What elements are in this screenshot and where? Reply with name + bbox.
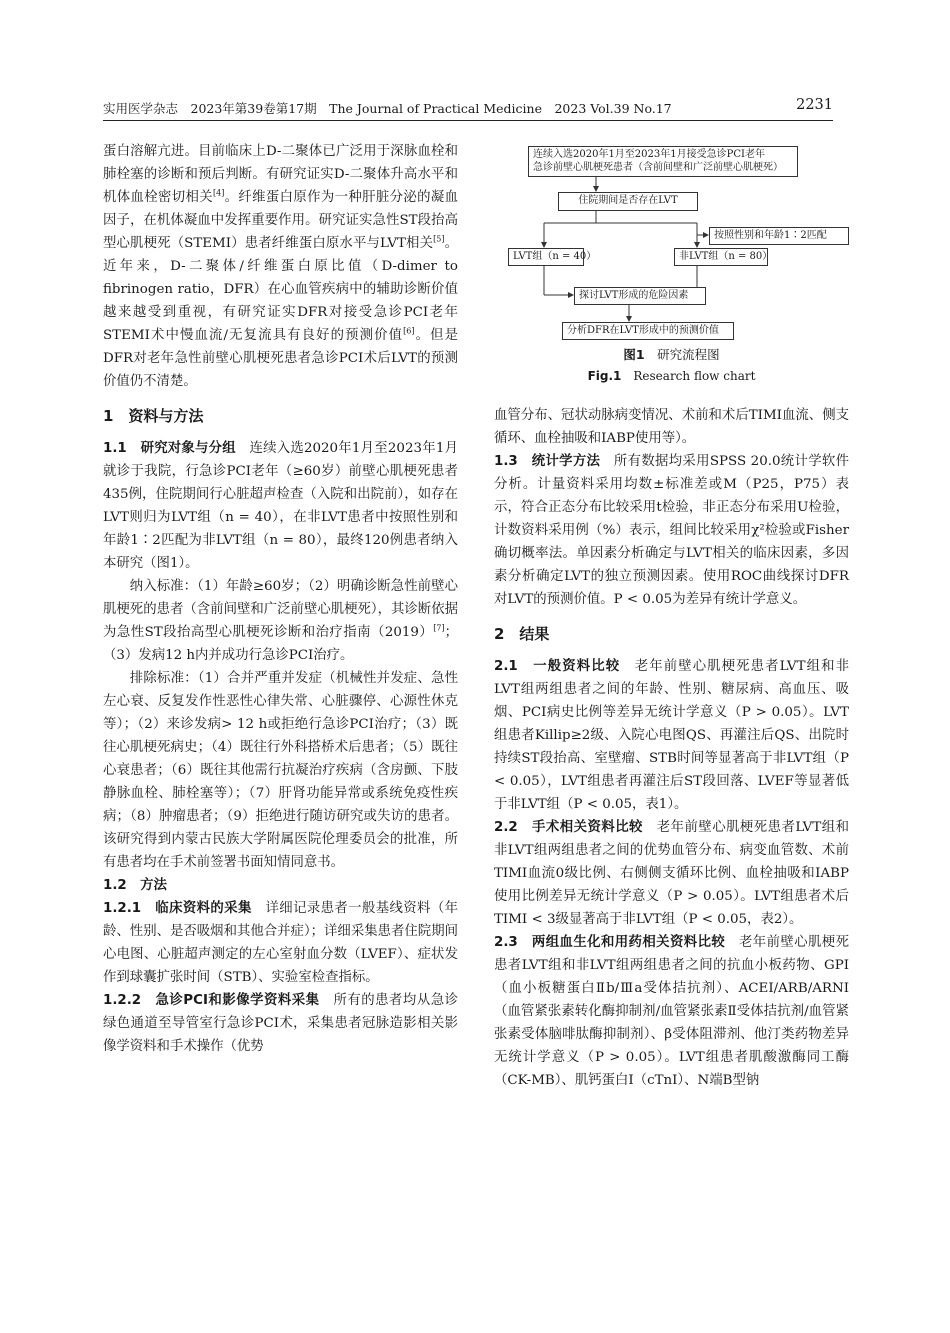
section-2-3-heading: 2.3 两组血生化和用药相关资料比较 (494, 935, 726, 950)
section-2-title: 2 结果 (494, 625, 550, 643)
section-1-2-2: 1.2.2 急诊PCI和影像学资料采集 所有的患者均从急诊绿色通道至导管室行急诊PCI术，采集患者冠脉造影相关影像学资料和手术操作（优势 (103, 993, 459, 1054)
journal-header: 实用医学杂志 2023年第39卷第17期 The Journal of Practical Medicine 2023 Vol.39 No.17 (103, 101, 672, 116)
section-1-1: 1.1 研究对象与分组 连续入选2020年1月至2023年1月就诊于我院，行急诊PCI老年（≥60岁）前壁心肌梗死患者435例，住院期间行心脏超声检查（入院和出院前），如存在LVT则归为LVT组（n = 40），在非LVT患者中按照性别和年龄1∶2匹配为非LVT组（n = 80），最终120例患者纳入本研究（图1）。 (103, 441, 458, 571)
right-column (494, 404, 849, 1092)
flow-box-non-lvt-group: 非LVT组（n = 80） (674, 248, 768, 266)
figure-caption-en: Fig.1 Research flow chart (587, 369, 756, 383)
section-1-2-2-heading: 1.2.2 急诊PCI和影像学资料采集 (103, 993, 320, 1008)
section-1-2-heading: 1.2 方法 (103, 878, 167, 893)
section-2-1: 2.1 一般资料比较 老年前壁心肌梗死患者LVT组和非LVT组两组患者之间的年龄、性别、糖尿病、高血压、吸烟、PCI病史比例等差异无统计学意义（P > 0.05）。LVT组患者Killip≥2级、入院心电图QS、再灌注后QS、出院时持续ST段抬高、室壁瘤、STB时间等显著高于非LVT组（P < 0.05），LVT组患者再灌注后ST段回落、LVEF等显著低于非LVT组（P < 0.05，表1）。 (494, 659, 849, 812)
citation-7: [7] (433, 623, 445, 633)
page-header (103, 98, 833, 121)
figure-caption-cn: 图1 研究流程图 (623, 347, 720, 362)
inclusion-criteria: 纳入标准：（1）年龄≥60岁；（2）明确诊断急性前壁心肌梗死的患者（含前间壁和广泛前壁心肌梗死），其诊断依据为急性ST段抬高型心肌梗死诊断和治疗指南（2019）[7]；（3）发病12 h内并成功行急诊PCI治疗。 (103, 579, 458, 663)
section-1-2-1-heading: 1.2.1 临床资料的采集 (103, 901, 252, 916)
flow-box-matching: 按照性别和年龄1∶2匹配 (709, 227, 849, 245)
section-2-3: 2.3 两组血生化和用药相关资料比较 老年前壁心肌梗死患者LVT组和非LVT组两组患者之间的抗血小板药物、GPI（血小板糖蛋白Ⅱb/Ⅲa受体拮抗剂）、ACEI/ARB/ARNI（血管紧张素转化酶抑制剂/血管紧张素Ⅱ受体拮抗剂/血管紧张素受体脑啡肽酶抑制剂）、β受体阻滞剂、他汀类药物差异无统计学意义（P > 0.05）。LVT组患者肌酸激酶同工酶（CK-MB）、肌钙蛋白I（cTnI）、N端B型钠 (494, 935, 849, 1088)
exclusion-criteria: 排除标准：（1）合并严重并发症（机械性并发症、急性左心衰、反复发作性恶性心律失常、心脏骤停、心源性休克等）；（2）来诊发病> 12 h或拒绝行急诊PCI治疗；（3）既往心肌梗死病史；（4）既往行外科搭桥术后患者；（5）既往心衰患者；（6）既往其他需行抗凝治疗疾病（含房颤、下肢静脉血栓、肺栓塞等）；（7）肝肾功能异常或系统免疫性疾病；（8）肿瘤患者；（9）拒绝进行随访研究或失访的患者。该研究得到内蒙古民族大学附属医院伦理委员会的批准，所有患者均在手术前签署书面知情同意书。 (103, 671, 458, 870)
flow-box-risk-factors: 探讨LVT形成的危险因素 (574, 287, 706, 305)
flow-box-lvt-check: 住院期间是否存在LVT (558, 192, 698, 211)
section-2-2: 2.2 手术相关资料比较 老年前壁心肌梗死患者LVT组和非LVT组两组患者之间的优势血管分布、病变血管数、术前TIMI血流0级比例、右侧侧支循环比例、血栓抽吸和IABP使用比例差异无统计学意义（P > 0.05）。LVT组患者术后TIMI < 3级显著高于非LVT组（P < 0.05，表2）。 (494, 820, 849, 927)
page-number: 2231 (796, 97, 833, 113)
figure-1-flowchart (494, 143, 849, 393)
flow-box-lvt-group: LVT组（n = 40） (508, 248, 584, 266)
citation-6: [6] (403, 326, 415, 336)
citation-4: [4] (212, 188, 225, 198)
intro-paragraph: 蛋白溶解亢进。目前临床上D-二聚体已广泛用于深脉血栓和肺栓塞的诊断和预后判断。有研究证实D-二聚体升高水平和机体血栓密切相关[4]。纤维蛋白原作为一种肝脏分泌的凝血因子，在机体凝血中发挥重要作用。研究证实急性ST段抬高型心肌梗死（STEMI）患者纤维蛋白原水平与LVT相关[5]。近年来，D-二聚体/纤维蛋白原比值（D-dimer to fibrinogen ratio，DFR）在心血管疾病中的辅助诊断价值越来越受到重视，有研究证实DFR对接受急诊PCI老年STEMI术中慢血流/无复流具有良好的预测价值[6]。但是DFR对老年急性前壁心肌梗死患者急诊PCI术后LVT的预测价值仍不清楚。 (103, 144, 459, 389)
flow-box-enrollment: 连续入选2020年1月至2023年1月接受急诊PCI老年 急诊前壁心肌梗死患者（含前间壁和广泛前壁心肌梗死） (528, 146, 798, 177)
section-1-title: 1 资料与方法 (103, 407, 204, 425)
citation-5: [5] (433, 234, 445, 244)
section-2-2-heading: 2.2 手术相关资料比较 (494, 820, 643, 835)
section-1-3: 1.3 统计学方法 所有数据均采用SPSS 20.0统计学软件分析。计量资料采用均数±标准差或M（P25，P75）表示，符合正态分布比较采用t检验，非正态分布采用U检验，计数资料采用例（%）表示，组间比较采用χ²检验或Fisher确切概率法。单因素分析确定与LVT相关的临床因素，多因素分析确定LVT的独立预测因素。使用ROC曲线探讨DFR对LVT的预测价值。P < 0.05为差异有统计学意义。 (494, 454, 849, 607)
section-2-1-heading: 2.1 一般资料比较 (494, 659, 621, 674)
left-column (103, 140, 458, 1058)
section-1-2-1: 1.2.1 临床资料的采集 详细记录患者一般基线资料（年龄、性别、是否吸烟和其他合并症）；详细采集患者住院期间心电图、心脏超声测定的左心室射血分数（LVEF）、症状发作到球囊扩张时间（STB）、实验室检查指标。 (103, 901, 459, 985)
section-1-1-heading: 1.1 研究对象与分组 (103, 441, 236, 456)
section-1-3-heading: 1.3 统计学方法 (494, 454, 601, 469)
flow-box-dfr-value: 分析DFR在LVT形成中的预测价值 (562, 322, 734, 340)
continued-text: 血管分布、冠状动脉病变情况、术前和术后TIMI血流、侧支循环、血栓抽吸和IABP使用等）。 (494, 408, 849, 446)
